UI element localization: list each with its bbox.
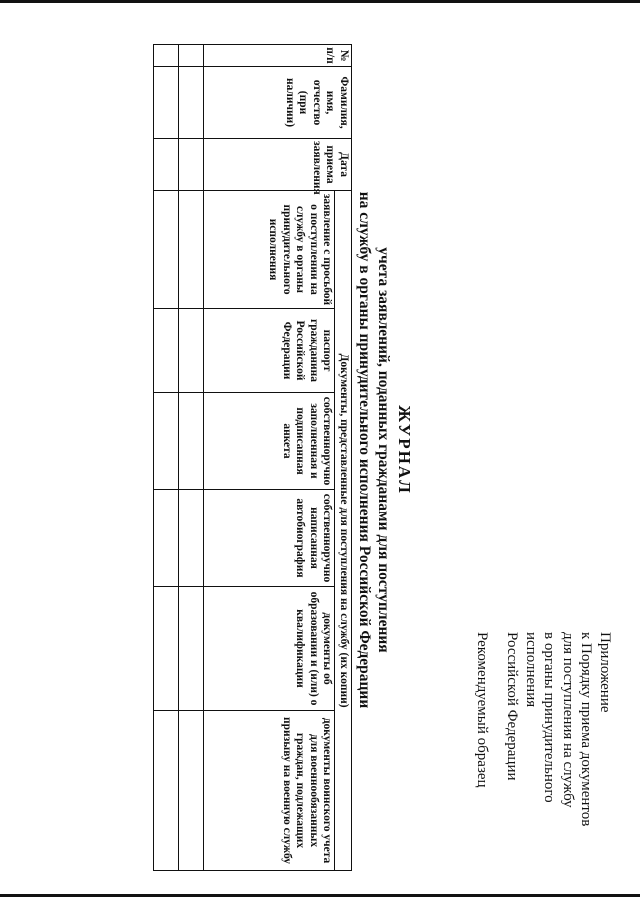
journal-table (154, 44, 353, 871)
journal-title: ЖУРНАЛ (395, 405, 414, 495)
table-header-row (335, 45, 352, 871)
table-cell (154, 309, 179, 393)
table-row (154, 45, 179, 871)
appendix-line: в органы принудительного (541, 632, 558, 803)
table-cell (179, 67, 204, 139)
col-header-questionnaire: собственноручно заполненная и подписанная анкета (204, 393, 335, 490)
table-cell (154, 711, 179, 871)
table-cell (154, 490, 179, 587)
appendix-line: к Порядку приема документов (578, 632, 595, 827)
journal-subtitle-line1: учета заявлений, поданных гражданами для поступления (375, 247, 392, 653)
appendix-line: для поступления на службу (560, 632, 576, 808)
table-cell (154, 587, 179, 711)
col-header-documents-group: Документы, представленные для поступления на службу (их копии) (335, 191, 352, 871)
table-cell (154, 139, 179, 191)
table-cell (179, 139, 204, 191)
col-header-number: № п/п (204, 45, 352, 67)
col-header-military-docs: документы воинского учета для военнообязанных граждан, подлежащих призыву на военную службу (204, 711, 335, 871)
appendix-block (473, 632, 615, 872)
table-cell (179, 309, 204, 393)
appendix-heading: Приложение (597, 632, 613, 713)
rotated-document-sheet (40, 20, 620, 880)
table-cell (179, 587, 204, 711)
table-cell (154, 393, 179, 490)
journal-subtitle (355, 20, 393, 880)
col-header-autobiography: собственноручно написанная автобиография (204, 490, 335, 587)
col-header-date: Дата приема заявления (204, 139, 352, 191)
table-cell (179, 191, 204, 309)
table-row (179, 45, 204, 871)
table-cell (154, 67, 179, 139)
table-cell (154, 191, 179, 309)
table-cell (154, 45, 179, 67)
table-cell (179, 490, 204, 587)
col-header-passport: паспорт гражданина Российской Федерации (204, 309, 335, 393)
table-cell (179, 45, 204, 67)
col-header-education-docs: документы об образовании и (или) о квалификации (204, 587, 335, 711)
col-header-name: Фамилия, имя, отчество (при наличии) (204, 67, 352, 139)
table-cell (179, 711, 204, 871)
appendix-line: Российской Федерации (504, 632, 521, 781)
recommended-sample-label: Рекомендуемый образец (474, 632, 490, 788)
journal-subtitle-line2: на службу в органы принудительного исполнения Российской Федерации (356, 191, 373, 709)
scan-edge-top (0, 0, 640, 3)
col-header-application: заявление с просьбой о поступлении на службу в органы принудительного исполнения (204, 191, 335, 309)
appendix-line: исполнения (523, 632, 539, 708)
table-cell (179, 393, 204, 490)
